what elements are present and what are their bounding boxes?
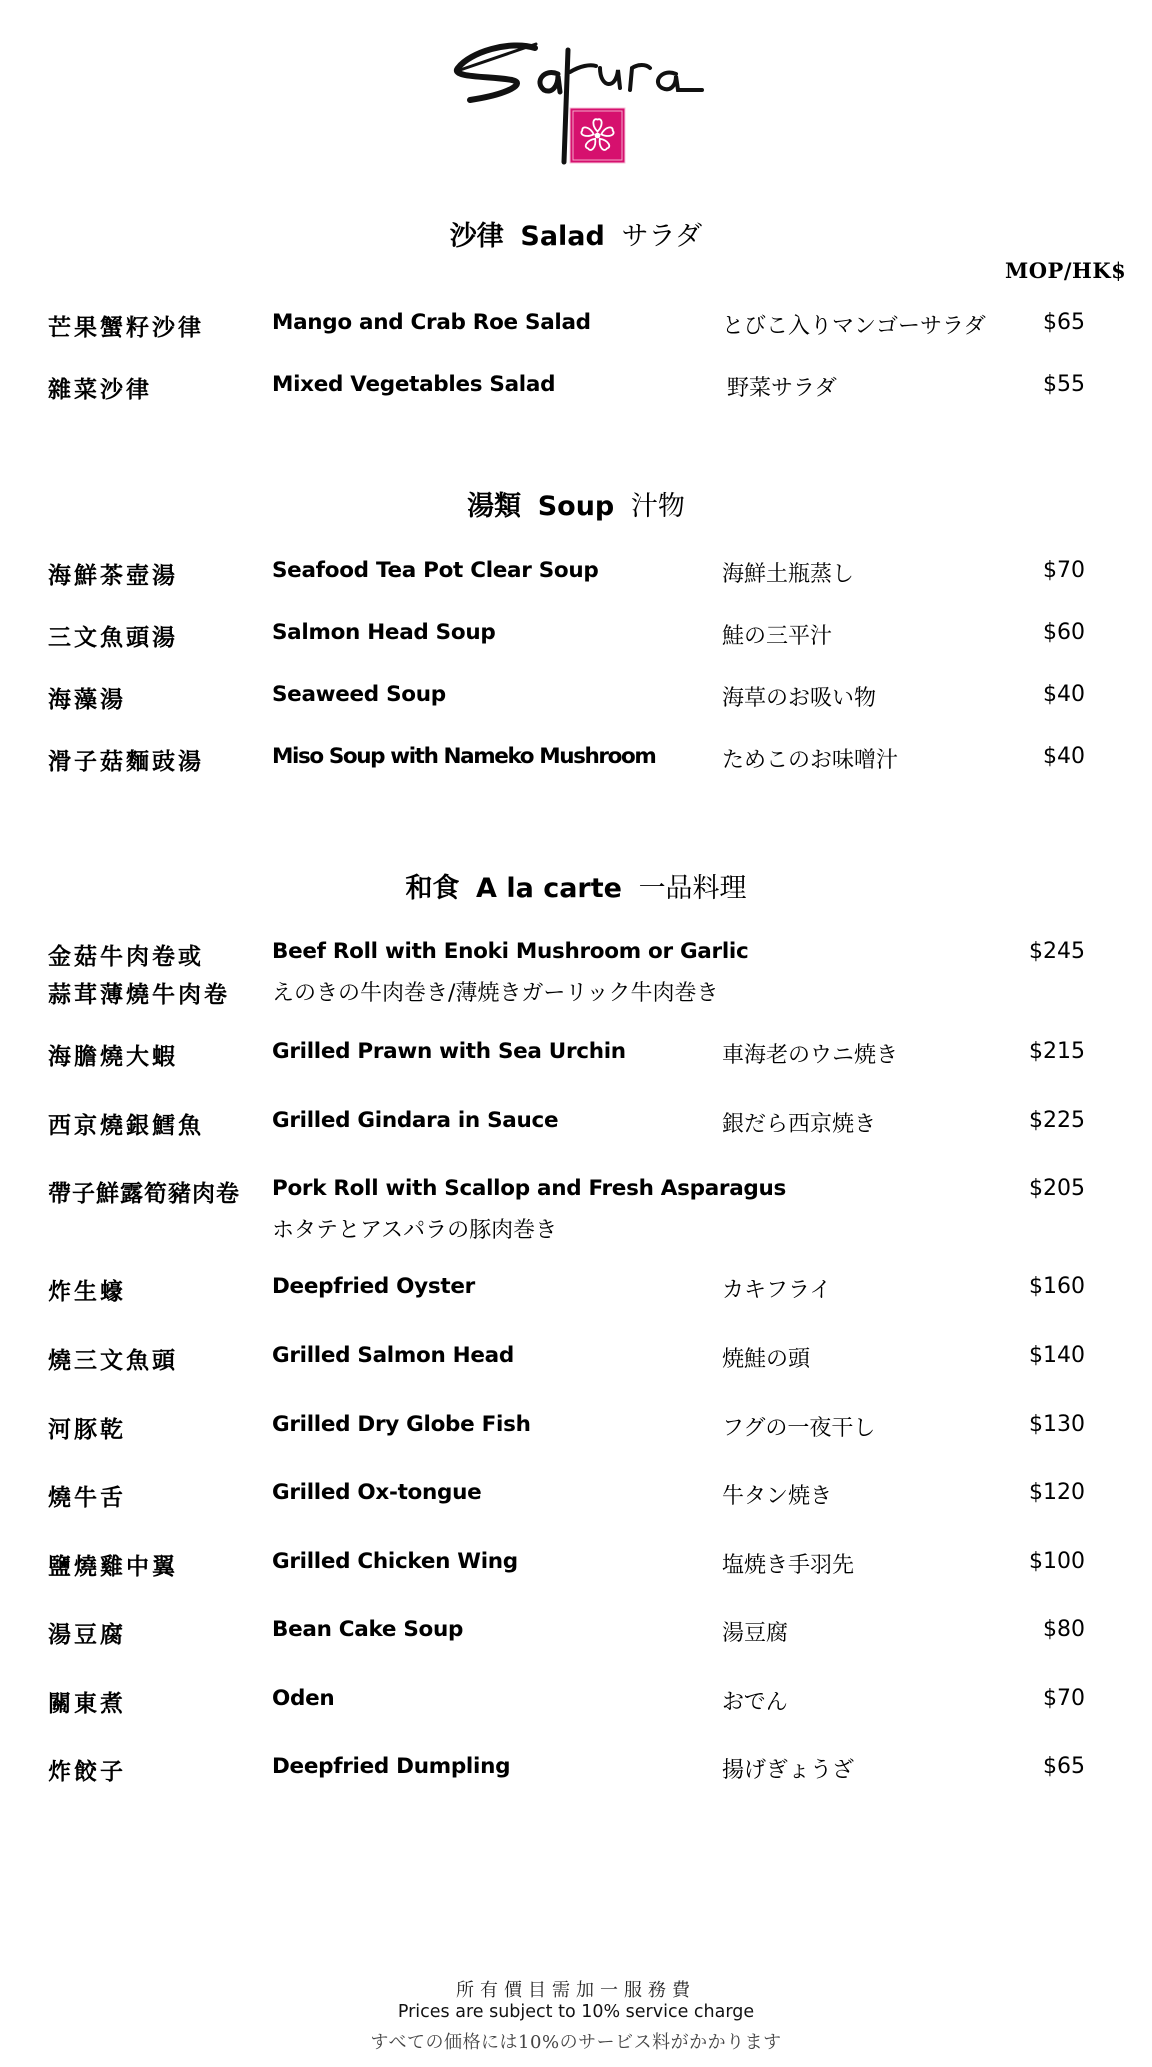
item-name-zh: 芒果蟹籽沙律 <box>48 314 204 341</box>
item-name-zh: 雜菜沙律 <box>48 376 152 403</box>
item-name-ja: 揚げぎょうざ <box>722 1758 855 1783</box>
item-name-ja: 塩焼き手羽先 <box>722 1553 855 1578</box>
item-name-zh: 鹽燒雞中翼 <box>48 1553 178 1580</box>
item-price: $65 <box>1043 1754 1085 1779</box>
item-name-ja: えのきの牛肉巻き/薄焼きガーリック牛肉巻き <box>272 981 719 1006</box>
item-name-zh: 燒牛舌 <box>48 1484 126 1511</box>
item-price: $130 <box>1029 1412 1085 1437</box>
item-name-en: Seaweed Soup <box>272 682 446 707</box>
item-name-en: Oden <box>272 1686 335 1711</box>
item-name-zh: 海膽燒大蝦 <box>48 1043 178 1070</box>
item-name-en: Mango and Crab Roe Salad <box>272 310 591 335</box>
item-name-ja: 湯豆腐 <box>722 1621 789 1646</box>
menu-item <box>0 1753 1152 1787</box>
item-name-zh: 燒三文魚頭 <box>48 1347 178 1374</box>
sakura-logo <box>440 30 710 170</box>
item-name-zh: 三文魚頭湯 <box>48 624 178 651</box>
item-price: $120 <box>1029 1480 1085 1505</box>
item-name-ja: 銀だら西京焼き <box>722 1112 877 1137</box>
menu-item <box>0 1411 1152 1445</box>
service-charge-note-en: Prices are subject to 10% service charge <box>397 2002 755 2022</box>
item-name-ja: 牛タン焼き <box>722 1484 833 1509</box>
item-name-zh: 河豚乾 <box>48 1416 126 1443</box>
item-name-ja: 鮭の三平汁 <box>722 624 833 649</box>
item-name-zh-line2: 蒜茸薄燒牛肉卷 <box>48 981 230 1008</box>
menu-item <box>0 1107 1152 1141</box>
item-price: $70 <box>1043 558 1085 583</box>
menu-item <box>0 1479 1152 1513</box>
item-name-zh: 海藻湯 <box>48 686 126 713</box>
item-name-zh: 西京燒銀鱈魚 <box>48 1112 204 1139</box>
item-price: $80 <box>1043 1617 1085 1642</box>
item-name-en: Salmon Head Soup <box>272 620 496 645</box>
item-name-en: Pork Roll with Scallop and Fresh Asparagus <box>272 1176 787 1201</box>
item-name-ja: とびこ入りマンゴーサラダ <box>722 314 986 339</box>
item-name-ja: 焼鮭の頭 <box>722 1347 811 1372</box>
menu-item <box>0 681 1152 715</box>
item-name-ja: 海鮮土瓶蒸し <box>722 562 855 587</box>
item-name-en: Grilled Ox-tongue <box>272 1480 482 1505</box>
item-name-ja: 野菜サラダ <box>727 376 837 401</box>
item-name-en: Beef Roll with Enoki Mushroom or Garlic <box>272 939 749 964</box>
service-charge-note-zh: 所有價目需加一服務費 <box>456 1980 696 2001</box>
item-name-en: Deepfried Oyster <box>272 1274 475 1299</box>
menu-item <box>0 938 1152 1010</box>
item-price: $160 <box>1029 1274 1085 1299</box>
item-name-en: Grilled Salmon Head <box>272 1343 514 1368</box>
item-name-en: Seafood Tea Pot Clear Soup <box>272 558 599 583</box>
item-name-ja: カキフライ <box>722 1278 832 1303</box>
sakura-logo-wordmark-icon <box>440 30 710 170</box>
item-price: $70 <box>1043 1686 1085 1711</box>
item-price: $40 <box>1043 682 1085 707</box>
menu-item <box>0 1038 1152 1072</box>
currency-label: MOP/HK$ <box>1005 258 1127 283</box>
item-name-zh: 金菇牛肉卷或 <box>48 943 204 970</box>
menu-item <box>0 1175 1152 1247</box>
section-heading-en: Soup <box>537 491 615 522</box>
section-heading-ja: 一品料理 <box>638 873 747 904</box>
menu-item <box>0 309 1152 343</box>
menu-item <box>0 743 1152 777</box>
item-name-zh: 關東煮 <box>48 1690 126 1717</box>
section-heading-ja: サラダ <box>621 221 703 252</box>
item-price: $215 <box>1029 1039 1085 1064</box>
section-heading-en: Salad <box>520 221 605 252</box>
section-heading-zh: 湯類 <box>467 491 522 522</box>
item-name-zh: 帶子鮮露筍豬肉卷 <box>48 1180 240 1207</box>
item-price: $55 <box>1043 372 1085 397</box>
menu-item <box>0 1342 1152 1376</box>
item-name-en: Grilled Chicken Wing <box>272 1549 518 1574</box>
item-price: $140 <box>1029 1343 1085 1368</box>
item-price: $100 <box>1029 1549 1085 1574</box>
item-name-en: Deepfried Dumpling <box>272 1754 511 1779</box>
service-charge-note-ja: すべての価格には10%のサービス料がかかります <box>370 2032 782 2053</box>
section-heading-en: A la carte <box>476 873 622 904</box>
item-name-zh: 海鮮茶壺湯 <box>48 562 178 589</box>
item-name-zh: 湯豆腐 <box>48 1621 126 1648</box>
menu-item <box>0 371 1152 405</box>
item-name-ja: 車海老のウニ焼き <box>722 1043 899 1068</box>
item-price: $225 <box>1029 1108 1085 1133</box>
item-name-en: Miso Soup with Nameko Mushroom <box>272 744 656 769</box>
section-heading-zh: 沙律 <box>449 221 504 252</box>
item-name-en: Grilled Prawn with Sea Urchin <box>272 1039 626 1064</box>
menu-item <box>0 619 1152 653</box>
item-name-zh: 滑子菇麵豉湯 <box>48 748 204 775</box>
item-name-en: Grilled Gindara in Sauce <box>272 1108 559 1133</box>
item-name-en: Bean Cake Soup <box>272 1617 464 1642</box>
menu-item <box>0 1273 1152 1307</box>
item-price: $40 <box>1043 744 1085 769</box>
item-name-ja: おでん <box>722 1690 788 1715</box>
item-name-en: Grilled Dry Globe Fish <box>272 1412 531 1437</box>
item-price: $65 <box>1043 310 1085 335</box>
item-name-en: Mixed Vegetables Salad <box>272 372 556 397</box>
item-price: $245 <box>1029 939 1085 964</box>
item-name-zh: 炸生蠔 <box>48 1278 126 1305</box>
menu-item <box>0 1616 1152 1650</box>
item-name-ja: 海草のお吸い物 <box>722 686 877 711</box>
menu-item <box>0 1685 1152 1719</box>
menu-item <box>0 1548 1152 1582</box>
item-price: $60 <box>1043 620 1085 645</box>
section-heading-zh: 和食 <box>405 873 460 904</box>
item-price: $205 <box>1029 1176 1085 1201</box>
item-name-ja: ホタテとアスパラの豚肉巻き <box>272 1218 558 1243</box>
item-name-ja: フグの一夜干し <box>722 1416 876 1441</box>
menu-item <box>0 557 1152 591</box>
item-name-zh: 炸餃子 <box>48 1758 126 1785</box>
section-heading-soup <box>0 484 1152 523</box>
item-name-ja: ためこのお味噌汁 <box>722 748 899 773</box>
section-heading-a-la-carte <box>0 866 1152 905</box>
section-heading-salad <box>0 214 1152 253</box>
section-heading-ja: 汁物 <box>630 491 685 522</box>
